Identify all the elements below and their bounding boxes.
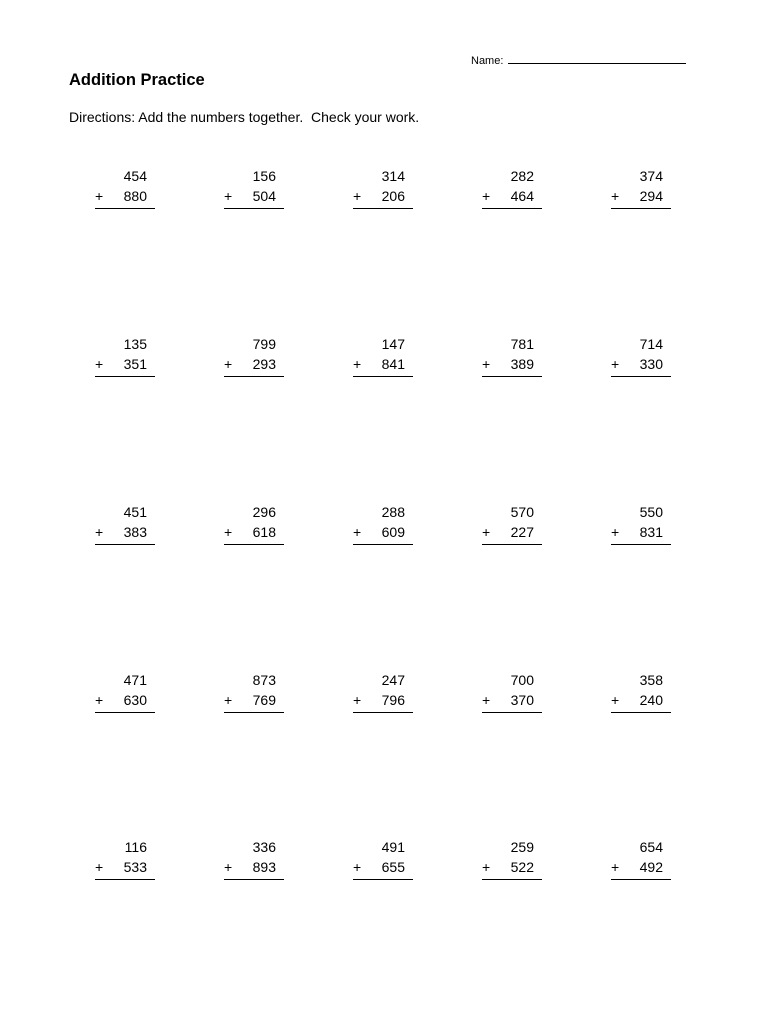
answer-line[interactable]	[353, 376, 413, 377]
plus-sign: +	[95, 188, 104, 204]
answer-line[interactable]	[353, 544, 413, 545]
bottom-addend: 630	[123, 692, 147, 708]
top-addend: 156	[252, 168, 276, 184]
answer-line[interactable]	[611, 879, 671, 880]
top-addend: 471	[123, 672, 147, 688]
addition-problem	[95, 168, 155, 214]
addition-problem	[482, 672, 542, 718]
plus-sign: +	[611, 188, 620, 204]
addition-problem	[611, 504, 671, 550]
answer-line[interactable]	[611, 376, 671, 377]
answer-line[interactable]	[611, 544, 671, 545]
addition-problem	[224, 336, 284, 382]
plus-sign: +	[353, 692, 362, 708]
answer-line[interactable]	[353, 712, 413, 713]
addition-problem	[353, 336, 413, 382]
top-addend: 550	[639, 504, 663, 520]
top-addend: 873	[252, 672, 276, 688]
answer-line[interactable]	[95, 376, 155, 377]
top-addend: 714	[639, 336, 663, 352]
top-addend: 781	[510, 336, 534, 352]
plus-sign: +	[224, 859, 233, 875]
plus-sign: +	[353, 524, 362, 540]
page-title: Addition Practice	[69, 71, 205, 89]
top-addend: 116	[124, 839, 147, 855]
answer-line[interactable]	[224, 208, 284, 209]
plus-sign: +	[482, 188, 491, 204]
directions-text: Directions: Add the numbers together. Check your work.	[69, 109, 420, 125]
top-addend: 451	[123, 504, 147, 520]
plus-sign: +	[353, 356, 362, 372]
top-addend: 491	[381, 839, 405, 855]
plus-sign: +	[95, 692, 104, 708]
plus-sign: +	[611, 859, 620, 875]
name-label: Name:	[471, 55, 507, 67]
bottom-addend: 389	[510, 356, 534, 372]
addition-problem	[224, 839, 284, 885]
top-addend: 259	[510, 839, 534, 855]
plus-sign: +	[224, 188, 233, 204]
addition-problem	[95, 672, 155, 718]
bottom-addend: 293	[252, 356, 276, 372]
answer-line[interactable]	[482, 376, 542, 377]
top-addend: 247	[381, 672, 405, 688]
bottom-addend: 351	[123, 356, 147, 372]
answer-line[interactable]	[611, 208, 671, 209]
addition-problem	[353, 839, 413, 885]
answer-line[interactable]	[95, 208, 155, 209]
answer-line[interactable]	[95, 879, 155, 880]
plus-sign: +	[611, 356, 620, 372]
addition-problem	[482, 504, 542, 550]
addition-problem	[95, 336, 155, 382]
plus-sign: +	[224, 524, 233, 540]
plus-sign: +	[224, 356, 233, 372]
top-addend: 570	[510, 504, 534, 520]
addition-problem	[482, 839, 542, 885]
bottom-addend: 522	[510, 859, 534, 875]
plus-sign: +	[353, 859, 362, 875]
top-addend: 700	[510, 672, 534, 688]
bottom-addend: 330	[639, 356, 663, 372]
plus-sign: +	[611, 524, 620, 540]
answer-line[interactable]	[353, 208, 413, 209]
addition-problem	[224, 672, 284, 718]
top-addend: 147	[381, 336, 405, 352]
top-addend: 336	[252, 839, 276, 855]
addition-problem	[353, 672, 413, 718]
bottom-addend: 796	[381, 692, 405, 708]
bottom-addend: 831	[639, 524, 663, 540]
bottom-addend: 464	[510, 188, 534, 204]
bottom-addend: 618	[252, 524, 276, 540]
addition-problem	[611, 672, 671, 718]
top-addend: 374	[639, 168, 663, 184]
bottom-addend: 769	[252, 692, 276, 708]
addition-problem	[611, 168, 671, 214]
bottom-addend: 841	[381, 356, 405, 372]
answer-line[interactable]	[482, 544, 542, 545]
plus-sign: +	[224, 692, 233, 708]
bottom-addend: 227	[510, 524, 534, 540]
top-addend: 799	[252, 336, 276, 352]
plus-sign: +	[95, 524, 104, 540]
addition-problem	[611, 839, 671, 885]
bottom-addend: 383	[123, 524, 147, 540]
top-addend: 454	[123, 168, 147, 184]
answer-line[interactable]	[353, 879, 413, 880]
addition-problem	[353, 504, 413, 550]
answer-line[interactable]	[482, 208, 542, 209]
top-addend: 358	[639, 672, 663, 688]
answer-line[interactable]	[95, 712, 155, 713]
bottom-addend: 294	[639, 188, 663, 204]
bottom-addend: 370	[510, 692, 534, 708]
answer-line[interactable]	[482, 712, 542, 713]
bottom-addend: 492	[639, 859, 663, 875]
bottom-addend: 880	[123, 188, 147, 204]
bottom-addend: 655	[381, 859, 405, 875]
top-addend: 296	[252, 504, 276, 520]
bottom-addend: 240	[639, 692, 663, 708]
answer-line[interactable]	[224, 544, 284, 545]
plus-sign: +	[482, 859, 491, 875]
top-addend: 654	[639, 839, 663, 855]
plus-sign: +	[482, 692, 491, 708]
bottom-addend: 893	[252, 859, 276, 875]
addition-problem	[482, 168, 542, 214]
answer-line[interactable]	[224, 879, 284, 880]
top-addend: 135	[123, 336, 147, 352]
plus-sign: +	[482, 524, 491, 540]
addition-problem	[482, 336, 542, 382]
addition-problem	[224, 504, 284, 550]
answer-line[interactable]	[224, 376, 284, 377]
top-addend: 288	[381, 504, 405, 520]
bottom-addend: 206	[381, 188, 405, 204]
plus-sign: +	[482, 356, 491, 372]
answer-line[interactable]	[95, 544, 155, 545]
plus-sign: +	[611, 692, 620, 708]
bottom-addend: 504	[252, 188, 276, 204]
answer-line[interactable]	[482, 879, 542, 880]
addition-problem	[95, 504, 155, 550]
answer-line[interactable]	[611, 712, 671, 713]
addition-problem	[95, 839, 155, 885]
addition-problem	[353, 168, 413, 214]
answer-line[interactable]	[224, 712, 284, 713]
plus-sign: +	[353, 188, 362, 204]
addition-problem	[224, 168, 284, 214]
top-addend: 314	[381, 168, 405, 184]
plus-sign: +	[95, 356, 104, 372]
bottom-addend: 533	[123, 859, 147, 875]
bottom-addend: 609	[381, 524, 405, 540]
addition-problem	[611, 336, 671, 382]
plus-sign: +	[95, 859, 104, 875]
top-addend: 282	[510, 168, 534, 184]
